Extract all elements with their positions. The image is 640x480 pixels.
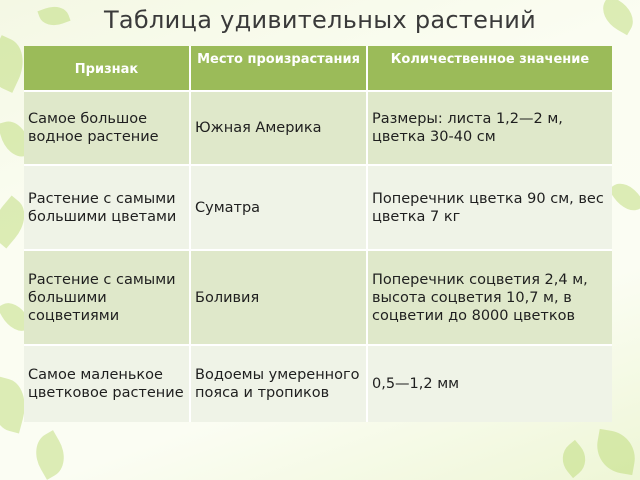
cell-text: Южная Америка — [195, 120, 322, 136]
cell-text: Растение с самыми большими соцветиями — [28, 271, 176, 324]
column-header-location — [191, 46, 368, 92]
cell-text: Поперечник соцветия 2,4 м, высота соцветия 10,7 м, в соцветии до 8000 цветков — [372, 271, 588, 324]
page-title: Таблица удивительных растений — [103, 6, 537, 34]
decorative-leaf — [608, 177, 640, 217]
table-cell-value — [368, 251, 612, 346]
cell-text: Самое маленькое цветковое растение — [28, 367, 184, 401]
cell-text: Поперечник цветка 90 см, вес цветка 7 кг — [372, 190, 604, 225]
cell-text: Водоемы умеренного пояса и тропиков — [195, 367, 360, 401]
table-cell-location — [191, 251, 368, 346]
table-cell-value — [368, 346, 612, 422]
column-header-label: Признак — [74, 61, 139, 77]
column-header-label: Место произрастания — [197, 52, 360, 67]
cell-text: Боливия — [195, 289, 260, 306]
table-cell-location — [191, 92, 368, 166]
table-cell-feature — [24, 166, 191, 251]
column-header-value — [368, 46, 612, 92]
plants-table — [24, 46, 612, 422]
cell-text: Растение с самыми большими цветами — [28, 190, 177, 225]
decorative-leaf — [593, 429, 639, 475]
table-cell-feature — [24, 92, 191, 166]
cell-text: Размеры: листа 1,2—2 м, цветка 30-40 см — [372, 111, 563, 145]
table-cell-value — [368, 92, 612, 166]
cell-text: Самое большое водное растение — [28, 111, 159, 145]
table-cell-location — [191, 166, 368, 251]
table-cell-feature — [24, 251, 191, 346]
column-header-feature — [24, 46, 191, 92]
table-cell-location — [191, 346, 368, 422]
cell-text: 0,5—1,2 мм — [372, 376, 460, 392]
decorative-leaf — [27, 430, 73, 480]
decorative-leaf — [555, 440, 593, 478]
column-header-label: Количественное значение — [390, 52, 590, 67]
cell-text: Суматра — [195, 199, 261, 216]
table-cell-value — [368, 166, 612, 251]
table-cell-feature — [24, 346, 191, 422]
